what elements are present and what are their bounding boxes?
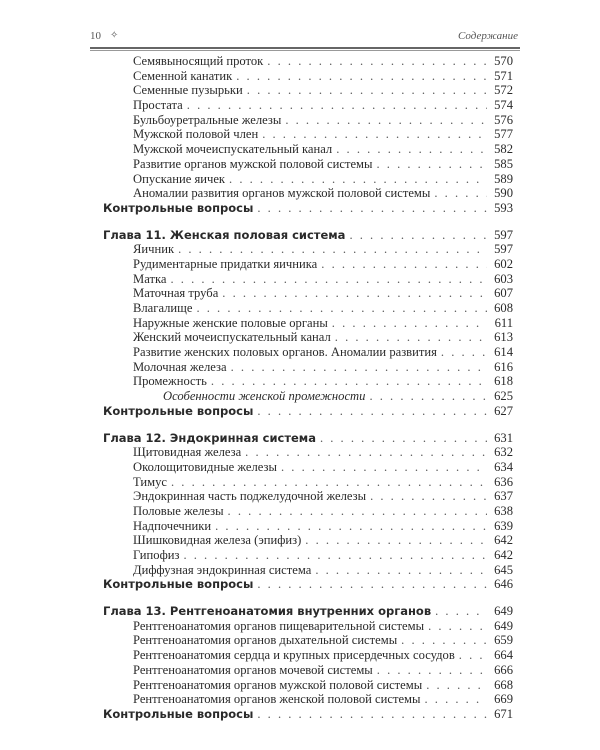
entry-title: Контрольные вопросы (103, 706, 254, 721)
toc-entry[interactable] (103, 374, 513, 389)
entry-page: 572 (494, 83, 513, 98)
entry-title: Простата (133, 98, 183, 113)
toc-entry[interactable] (103, 548, 513, 563)
entry-title: Влагалище (133, 301, 193, 315)
dot-leader (459, 648, 487, 663)
dot-leader (376, 157, 487, 172)
dot-leader (236, 69, 487, 84)
toc-group (103, 228, 513, 419)
toc-entry[interactable] (103, 489, 513, 504)
entry-title: Контрольные вопросы (103, 403, 254, 418)
toc-chapter-entry[interactable] (103, 201, 513, 216)
entry-title: Рентгеноанатомия органов мочевой системы (133, 662, 373, 677)
entry-title: Аномалии развития органов мужской половой системы (133, 186, 431, 201)
entry-title: Рентгеноанатомия органов дыхательной системы (133, 633, 398, 648)
dot-leader (183, 548, 487, 563)
toc-chapter-entry[interactable] (103, 228, 513, 243)
dot-leader (435, 604, 487, 619)
entry-page: 649 (494, 604, 513, 619)
entry-page: 668 (494, 677, 513, 692)
dot-leader (434, 186, 487, 201)
toc-entry[interactable] (103, 619, 513, 634)
entry-title: Околощитовидные железы (133, 459, 277, 474)
dot-leader (377, 663, 487, 678)
toc-entry[interactable] (103, 389, 513, 404)
entry-page: 634 (494, 459, 513, 474)
dot-leader (231, 360, 487, 375)
entry-title: Бульбоуретральные железы (133, 112, 282, 127)
dot-leader (170, 272, 487, 287)
dot-leader (336, 142, 487, 157)
dot-leader (171, 475, 487, 490)
entry-title: Семенные пузырьки (133, 83, 243, 98)
entry-title: Глава 12. Эндокринная система (103, 430, 316, 445)
toc-entry[interactable] (103, 186, 513, 201)
diamond-ornament-icon: ✧ (110, 30, 119, 41)
entry-page: 664 (494, 648, 513, 663)
entry-title: Опускание яичек (133, 171, 226, 186)
entry-page: 590 (494, 186, 513, 201)
toc-entry[interactable] (103, 83, 513, 98)
entry-page: 646 (494, 577, 513, 592)
entry-page: 669 (494, 692, 513, 707)
toc-chapter-entry[interactable] (103, 707, 513, 722)
entry-page: 632 (494, 445, 513, 460)
entry-page: 607 (494, 286, 513, 301)
toc-entry[interactable] (103, 242, 513, 257)
entry-page: 570 (494, 54, 513, 68)
dot-leader (424, 692, 487, 707)
page-number: 10 (90, 30, 101, 42)
entry-page: 585 (494, 156, 513, 171)
dot-leader (257, 577, 487, 592)
entry-title: Тимус (133, 474, 167, 489)
toc-entry[interactable] (103, 475, 513, 490)
dot-leader (321, 257, 487, 272)
dot-leader (247, 83, 487, 98)
toc-group (103, 604, 513, 722)
toc-entry[interactable] (103, 460, 513, 475)
dot-leader (262, 127, 487, 142)
entry-page: 649 (494, 618, 513, 633)
toc-entry[interactable] (103, 663, 513, 678)
entry-page: 625 (494, 389, 513, 404)
dot-leader (320, 431, 487, 446)
entry-page: 666 (494, 662, 513, 677)
section-title: Содержание (457, 30, 518, 42)
entry-title: Глава 11. Женская половая система (103, 227, 346, 242)
toc-entry[interactable] (103, 678, 513, 693)
entry-page: 637 (494, 489, 513, 504)
toc-entry[interactable] (103, 142, 513, 157)
entry-page: 603 (494, 271, 513, 286)
toc-entry[interactable] (103, 157, 513, 172)
entry-page: 639 (494, 518, 513, 533)
toc-entry[interactable] (103, 445, 513, 460)
toc-entry[interactable] (103, 360, 513, 375)
entry-page: 577 (494, 127, 513, 142)
toc-entry[interactable] (103, 272, 513, 287)
toc-group (103, 431, 513, 593)
entry-title: Рентгеноанатомия сердца и крупных присердечных сосудов (133, 648, 455, 663)
toc-chapter-entry[interactable] (103, 431, 513, 446)
entry-page: 589 (494, 171, 513, 186)
entry-title: Рудиментарные придатки яичника (133, 256, 318, 271)
toc-entry[interactable] (103, 301, 513, 316)
entry-title: Мужской мочеиспускательный канал (133, 142, 333, 157)
dot-leader (332, 316, 487, 331)
dot-leader (196, 301, 487, 316)
entry-page: 618 (494, 374, 513, 389)
entry-title: Щитовидная железа (133, 445, 242, 460)
toc-entry[interactable] (103, 113, 513, 128)
toc-entry[interactable] (103, 98, 513, 113)
toc-entry[interactable] (103, 257, 513, 272)
toc-entry[interactable] (103, 172, 513, 187)
toc-entry[interactable] (103, 345, 513, 360)
dot-leader (245, 445, 487, 460)
entry-title: Рентгеноанатомия органов женской половой системы (133, 692, 421, 707)
entry-title: Семенной канатик (133, 68, 233, 83)
entry-page: 574 (494, 98, 513, 113)
entry-page: 642 (494, 533, 513, 548)
toc-entry[interactable] (103, 286, 513, 301)
toc-entry[interactable] (103, 69, 513, 84)
toc-entry[interactable] (103, 563, 513, 578)
entry-title: Диффузная эндокринная система (133, 562, 312, 577)
toc-entry[interactable] (103, 127, 513, 142)
entry-title: Маточная труба (133, 286, 219, 301)
toc-entry[interactable] (103, 330, 513, 345)
entry-page: 582 (494, 142, 513, 157)
dot-leader (215, 519, 487, 534)
dot-leader (178, 242, 487, 257)
entry-page: 616 (494, 359, 513, 374)
dot-leader (315, 563, 487, 578)
toc-chapter-entry[interactable] (103, 404, 513, 419)
entry-page: 645 (494, 562, 513, 577)
toc-entry[interactable] (103, 633, 513, 648)
entry-title: Семявыносящий проток (133, 54, 264, 68)
dot-leader (285, 113, 487, 128)
entry-page: 627 (494, 403, 513, 418)
dot-leader (222, 286, 487, 301)
entry-title: Особенности женской промежности (163, 389, 366, 404)
entry-page: 631 (494, 430, 513, 445)
dot-leader (211, 374, 487, 389)
entry-title: Рентгеноанатомия органов мужской половой системы (133, 677, 423, 692)
entry-page: 659 (494, 633, 513, 648)
toc-entry[interactable] (103, 533, 513, 548)
toc-chapter-entry[interactable] (103, 577, 513, 592)
entry-page: 636 (494, 474, 513, 489)
entry-title: Женский мочеиспускательный канал (133, 330, 331, 345)
entry-page: 611 (494, 315, 513, 330)
entry-title: Контрольные вопросы (103, 577, 254, 592)
header-rule (90, 47, 520, 51)
dot-leader (281, 460, 487, 475)
entry-page: 608 (494, 301, 513, 315)
entry-title: Молочная железа (133, 359, 227, 374)
running-header (90, 30, 518, 44)
entry-title: Промежность (133, 374, 207, 389)
dot-leader (401, 633, 487, 648)
toc-group (103, 54, 513, 216)
entry-page: 602 (494, 256, 513, 271)
toc-entry[interactable] (103, 316, 513, 331)
entry-title: Мужской половой член (133, 127, 259, 142)
toc-chapter-entry[interactable] (103, 604, 513, 619)
entry-page: 671 (494, 706, 513, 721)
dot-leader (305, 533, 487, 548)
entry-title: Наружные женские половые органы (133, 315, 328, 330)
entry-page: 614 (494, 345, 513, 360)
entry-title: Глава 13. Рентгеноанатомия внутренних органов (103, 604, 432, 619)
entry-title: Контрольные вопросы (103, 200, 254, 215)
entry-page: 571 (494, 68, 513, 83)
dot-leader (257, 404, 487, 419)
entry-page: 638 (494, 503, 513, 518)
dot-leader (369, 389, 487, 404)
dot-leader (228, 504, 487, 519)
entry-title: Яичник (133, 242, 175, 257)
dot-leader (267, 54, 487, 69)
entry-title: Развитие женских половых органов. Аномалии развития (133, 345, 437, 360)
dot-leader (257, 201, 487, 216)
entry-title: Матка (133, 271, 167, 286)
dot-leader (370, 489, 487, 504)
entry-page: 597 (494, 242, 513, 257)
dot-leader (187, 98, 487, 113)
dot-leader (441, 345, 487, 360)
entry-title: Надпочечники (133, 518, 212, 533)
dot-leader (426, 678, 487, 693)
table-of-contents (103, 54, 513, 734)
entry-page: 613 (494, 330, 513, 345)
entry-page: 593 (494, 200, 513, 215)
entry-title: Гипофиз (133, 548, 180, 562)
entry-page: 597 (494, 227, 513, 242)
entry-title: Шишковидная железа (эпифиз) (133, 533, 302, 548)
entry-page: 642 (494, 548, 513, 562)
dot-leader (257, 707, 487, 722)
dot-leader (229, 172, 487, 187)
toc-entry[interactable] (103, 504, 513, 519)
entry-title: Половые железы (133, 503, 224, 518)
dot-leader (428, 619, 487, 634)
entry-title: Развитие органов мужской половой системы (133, 156, 373, 171)
dot-leader (349, 228, 487, 243)
toc-entry[interactable] (103, 54, 513, 69)
toc-entry[interactable] (103, 692, 513, 707)
dot-leader (335, 330, 487, 345)
toc-entry[interactable] (103, 648, 513, 663)
toc-entry[interactable] (103, 519, 513, 534)
entry-title: Рентгеноанатомия органов пищеварительной системы (133, 618, 425, 633)
entry-page: 576 (494, 112, 513, 127)
entry-title: Эндокринная часть поджелудочной железы (133, 489, 367, 504)
